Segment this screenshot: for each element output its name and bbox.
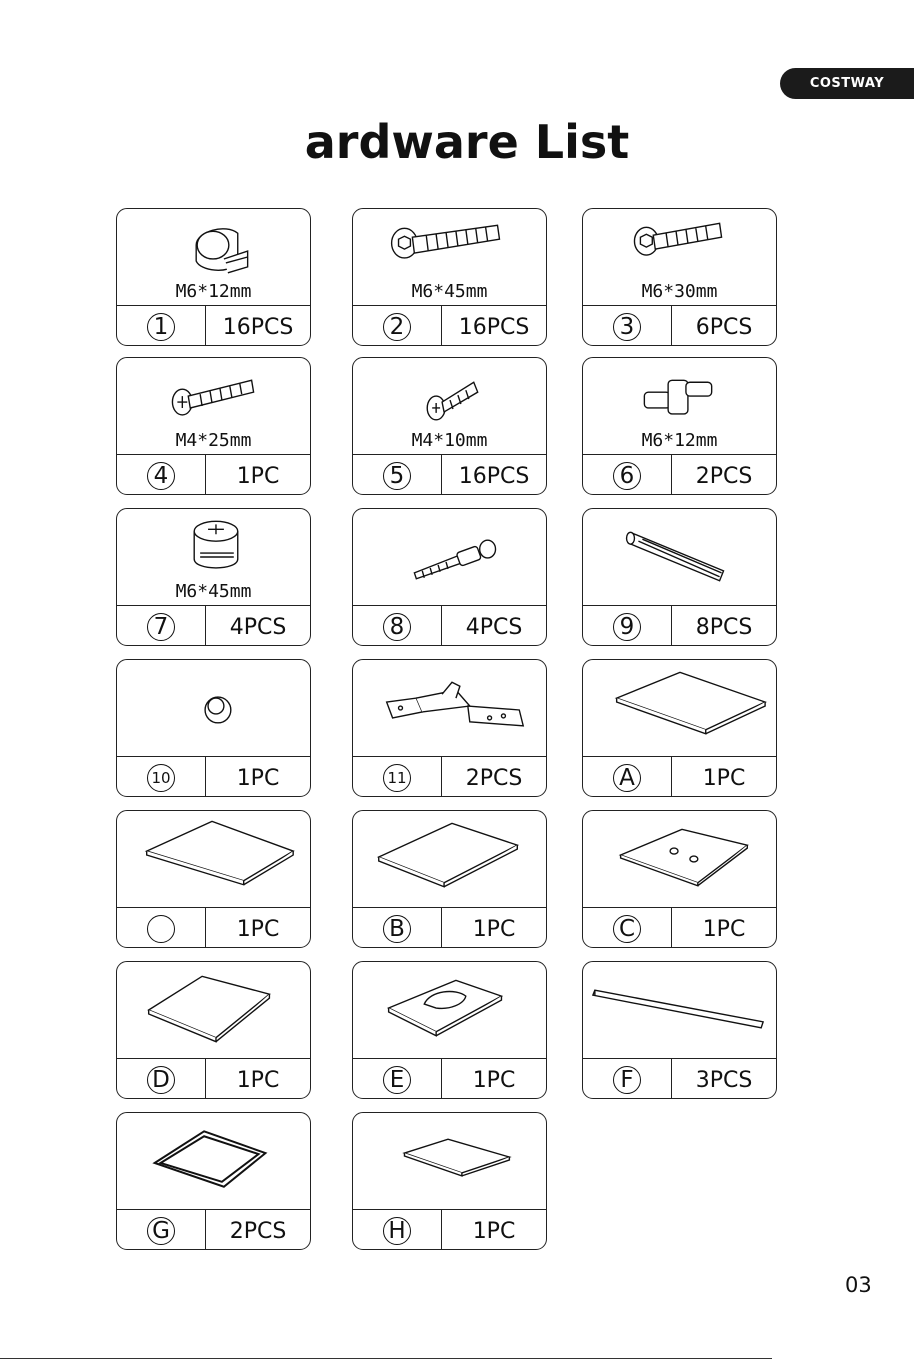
item-quantity: 8PCS (695, 614, 753, 640)
hardware-item-H (352, 1112, 547, 1250)
knob-icon (117, 660, 310, 756)
item-spec: M6*12mm (175, 281, 252, 302)
page-title: ardware List (304, 115, 630, 169)
hardware-item-8 (352, 508, 547, 646)
panel-h-icon (353, 1113, 546, 1209)
hardware-item-10 (116, 659, 311, 797)
hinge-icon (353, 660, 546, 756)
item-number: G (147, 1217, 175, 1245)
item-number: F (613, 1066, 641, 1094)
wood-dowel-icon (583, 509, 776, 605)
item-quantity: 2PCS (695, 463, 753, 489)
item-number: 2 (383, 313, 411, 341)
hardware-item-5 (352, 357, 547, 495)
hardware-item-9 (582, 508, 777, 646)
panel-d-icon (117, 962, 310, 1058)
item-number: 3 (613, 313, 641, 341)
hardware-item-7 (116, 508, 311, 646)
item-quantity: 16PCS (458, 314, 530, 340)
item-quantity: 1PC (472, 1218, 516, 1244)
hardware-item-blank (116, 810, 311, 948)
item-quantity: 1PC (472, 916, 516, 942)
brand-logo: COSTWAY (780, 68, 914, 99)
hardware-item-F (582, 961, 777, 1099)
item-number: B (383, 915, 411, 943)
footer-divider (0, 1358, 772, 1359)
item-quantity: 2PCS (229, 1218, 287, 1244)
page-number: 03 (845, 1273, 872, 1297)
item-quantity: 6PCS (695, 314, 753, 340)
item-quantity: 1PC (702, 765, 746, 791)
item-quantity: 2PCS (465, 765, 523, 791)
item-number: D (147, 1066, 175, 1094)
item-quantity: 4PCS (465, 614, 523, 640)
hardware-item-6 (582, 357, 777, 495)
hardware-item-2 (352, 208, 547, 346)
hardware-item-D (116, 961, 311, 1099)
item-quantity: 1PC (236, 765, 280, 791)
item-spec: M6*45mm (411, 281, 488, 302)
item-number: 1 (147, 313, 175, 341)
hardware-item-11 (352, 659, 547, 797)
hardware-item-A (582, 659, 777, 797)
hardware-item-3 (582, 208, 777, 346)
item-spec: M4*25mm (175, 430, 252, 451)
item-quantity: 1PC (236, 463, 280, 489)
item-spec: M6*12mm (641, 430, 718, 451)
item-quantity: 1PC (236, 1067, 280, 1093)
item-quantity: 3PCS (695, 1067, 753, 1093)
item-number: 11 (383, 764, 411, 792)
item-quantity: 4PCS (229, 614, 287, 640)
hardware-item-E (352, 961, 547, 1099)
item-spec: M6*45mm (175, 581, 252, 602)
panel-e-icon (353, 962, 546, 1058)
item-number: H (383, 1217, 411, 1245)
item-number: 9 (613, 613, 641, 641)
item-quantity: 1PC (702, 916, 746, 942)
item-quantity: 16PCS (458, 463, 530, 489)
item-number: E (383, 1066, 411, 1094)
item-number: 7 (147, 613, 175, 641)
item-spec: M4*10mm (411, 430, 488, 451)
hardware-item-4 (116, 357, 311, 495)
frame-icon (117, 1113, 310, 1209)
panel-a-icon (583, 660, 776, 756)
item-number: 10 (147, 764, 175, 792)
panel-c-icon (583, 811, 776, 907)
rail-icon (583, 962, 776, 1058)
item-spec: M6*30mm (641, 281, 718, 302)
item-quantity: 16PCS (222, 314, 294, 340)
panel-blank-icon (117, 811, 310, 907)
item-number (147, 915, 175, 943)
item-number: C (613, 915, 641, 943)
hardware-item-B (352, 810, 547, 948)
item-number: 8 (383, 613, 411, 641)
cam-bolt-icon (353, 509, 546, 605)
item-number: A (613, 764, 641, 792)
hardware-item-1 (116, 208, 311, 346)
hardware-item-C (582, 810, 777, 948)
item-quantity: 1PC (472, 1067, 516, 1093)
item-quantity: 1PC (236, 916, 280, 942)
item-number: 4 (147, 462, 175, 490)
hardware-item-G (116, 1112, 311, 1250)
panel-b-icon (353, 811, 546, 907)
item-number: 6 (613, 462, 641, 490)
item-number: 5 (383, 462, 411, 490)
